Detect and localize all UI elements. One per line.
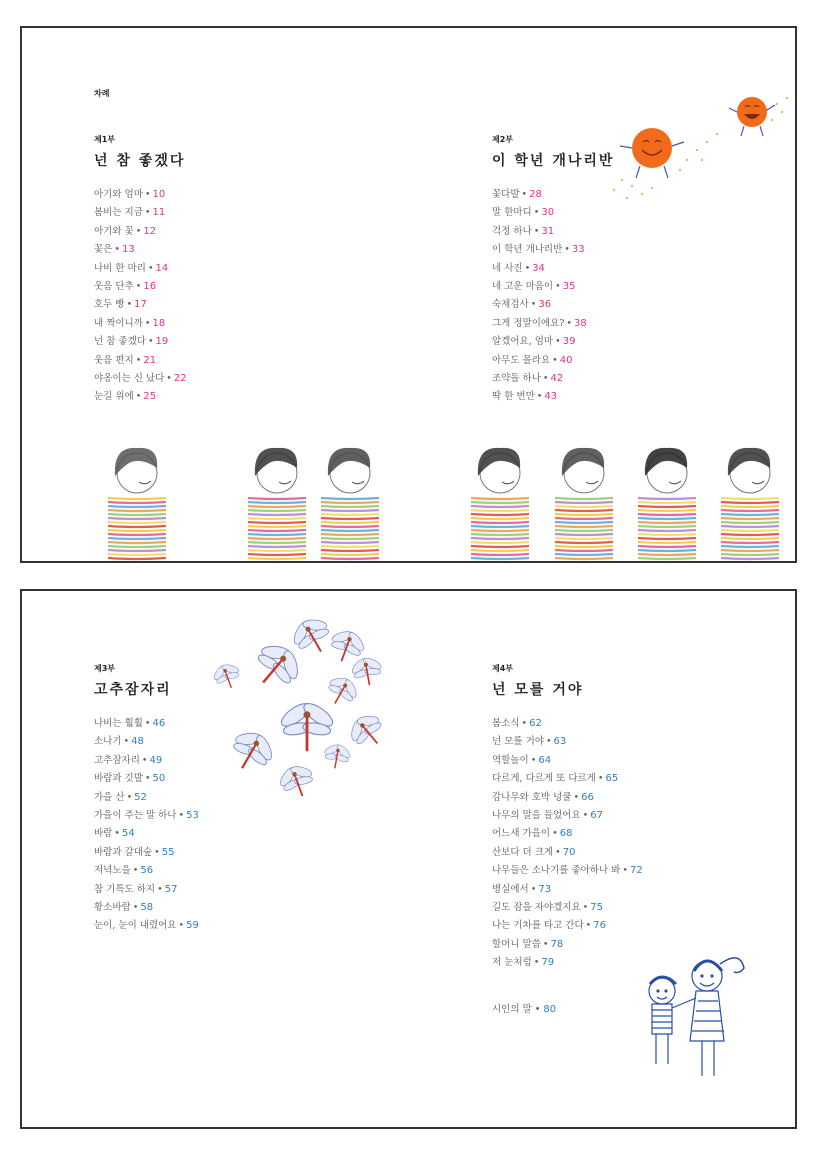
children-illustration xyxy=(22,428,795,563)
separator-dot: • xyxy=(144,718,151,729)
toc-entry xyxy=(94,917,199,935)
dragonfly-icon xyxy=(285,609,339,662)
toc-entry-title: 병실에서 xyxy=(492,883,529,895)
part3-section xyxy=(94,663,199,936)
toc-entry xyxy=(94,186,187,204)
toc-entry-title: 산보다 더 크게 xyxy=(492,846,554,858)
part2-toc-list xyxy=(492,186,614,407)
toc-entry-page: 58 xyxy=(140,901,154,913)
toc-entry-page: 46 xyxy=(152,718,166,729)
toc-entry-title: 나무의 말을 들었어요 xyxy=(492,809,581,821)
part4-toc-list xyxy=(492,715,643,972)
child-figure xyxy=(721,448,779,563)
toc-entry-title: 바람과 갈대숲 xyxy=(94,846,153,858)
toc-entry-title: 넌 참 좋겠다 xyxy=(94,336,146,348)
toc-entry-title: 걱정 하나 xyxy=(492,225,532,237)
toc-entry xyxy=(492,388,614,406)
toc-entry-page: 57 xyxy=(164,883,178,895)
toc-entry-title: 네 고운 마음이 xyxy=(492,280,554,292)
toc-entry-title: 다르게, 다르게 또 다르게 xyxy=(492,773,596,785)
separator-dot: • xyxy=(135,280,142,292)
toc-entry-page: 30 xyxy=(541,207,555,219)
toc-entry-page: 70 xyxy=(562,846,576,858)
separator-dot: • xyxy=(126,299,133,311)
toc-entry-title: 꽃다발 xyxy=(492,189,520,200)
toc-entry-page: 31 xyxy=(541,225,555,237)
toc-entry-page: 78 xyxy=(550,938,564,950)
toc-entry-title: 아기와 꽃 xyxy=(94,225,134,237)
toc-entry-title: 넌 모를 거야 xyxy=(492,736,544,748)
toc-entry xyxy=(492,260,614,278)
toc-entry-page: 38 xyxy=(573,317,587,329)
child-figure xyxy=(638,448,696,563)
child-figure xyxy=(108,448,166,563)
toc-entry-page: 10 xyxy=(152,189,166,200)
toc-entry xyxy=(492,825,643,843)
separator-dot: • xyxy=(123,736,130,748)
toc-entry-page: 34 xyxy=(532,262,545,274)
separator-dot: • xyxy=(566,317,572,329)
separator-dot: • xyxy=(132,901,139,913)
toc-entry-title: 나비는 훨훨 xyxy=(94,718,143,729)
separator-dot: • xyxy=(524,262,531,274)
separator-dot: • xyxy=(178,920,185,932)
toc-entry xyxy=(94,715,199,733)
toc-entry-page: 14 xyxy=(155,262,169,274)
toc-entry-page: 62 xyxy=(529,718,542,729)
child-figure xyxy=(321,448,379,563)
small-sun xyxy=(729,97,775,136)
toc-entry-title: 그게 정말이에요? xyxy=(492,317,565,329)
afterword-entry xyxy=(492,1001,556,1015)
toc-entry-title: 감나무와 호박 넝쿨 xyxy=(492,791,572,803)
toc-entry-page: 42 xyxy=(550,372,564,384)
separator-dot: • xyxy=(144,189,151,200)
toc-entry xyxy=(492,899,643,917)
toc-entry-title: 나비 한 마리 xyxy=(94,262,146,274)
toc-entry xyxy=(94,807,199,825)
part1-toc-list xyxy=(94,186,187,407)
two-children-sketch xyxy=(632,946,752,1086)
separator-dot: • xyxy=(536,391,543,403)
toc-entry-page: 43 xyxy=(544,391,558,403)
dragonfly-icon xyxy=(209,659,245,693)
toc-entry-page: 49 xyxy=(149,754,163,766)
afterword-page: 80 xyxy=(543,1004,557,1015)
toc-entry xyxy=(94,278,187,296)
toc-entry xyxy=(94,862,199,880)
toc-entry-page: 28 xyxy=(529,189,542,200)
separator-dot: • xyxy=(573,791,580,803)
separator-dot: • xyxy=(178,809,185,821)
toc-entry-page: 33 xyxy=(571,244,585,256)
toc-entry-page: 59 xyxy=(186,920,199,932)
dragonflies-illustration xyxy=(197,606,397,796)
dragonfly-icon xyxy=(348,653,386,688)
separator-dot: • xyxy=(154,846,160,858)
toc-entry xyxy=(492,752,643,770)
part1-label: 제1부 xyxy=(94,135,116,144)
toc-entry-page: 19 xyxy=(155,336,169,348)
toc-entry xyxy=(492,315,614,333)
toc-entry xyxy=(492,333,614,351)
afterword-title: 시인의 말 xyxy=(492,1004,532,1015)
toc-entry xyxy=(492,789,643,807)
toc-entry-title: 가을 산 xyxy=(94,791,125,803)
part2-label: 제2부 xyxy=(492,135,514,144)
separator-dot: • xyxy=(533,207,540,219)
separator-dot: • xyxy=(552,828,558,840)
separator-dot: • xyxy=(135,354,142,366)
toc-entry-title: 봄비는 지금 xyxy=(94,207,143,219)
suns-illustration xyxy=(592,90,797,210)
toc-entry xyxy=(94,789,199,807)
toc-entry-page: 68 xyxy=(559,828,573,840)
toc-entry-page: 52 xyxy=(134,791,147,803)
part4-title: 넌 모를 거야 xyxy=(492,682,584,698)
toc-entry-page: 65 xyxy=(605,773,619,785)
separator-dot: • xyxy=(521,718,528,729)
toc-entry-page: 63 xyxy=(553,736,567,748)
toc-entry xyxy=(492,241,614,259)
toc-entry-title: 아무도 몰라요 xyxy=(492,354,551,366)
separator-dot: • xyxy=(132,865,139,877)
toc-entry-title: 이 학년 개나리반 xyxy=(492,244,563,256)
part2-title: 이 학년 개나리반 xyxy=(492,153,615,169)
toc-entry-title: 딱 한 번만 xyxy=(492,391,535,403)
toc-entry xyxy=(94,260,187,278)
toc-entry-page: 67 xyxy=(590,809,603,821)
toc-entry-title: 저 눈처럼 xyxy=(492,957,532,969)
toc-entry xyxy=(492,296,614,314)
toc-entry-title: 할머니 말씀 xyxy=(492,938,541,950)
toc-spread-2 xyxy=(20,589,797,1129)
toc-entry-page: 39 xyxy=(562,336,576,348)
separator-dot: • xyxy=(144,317,151,329)
toc-entry-title: 호두 빵 xyxy=(94,299,125,311)
toc-entry xyxy=(94,752,199,770)
toc-entry-page: 25 xyxy=(143,391,157,403)
toc-entry-title: 저녁노을 xyxy=(94,865,131,877)
toc-entry-page: 55 xyxy=(161,846,175,858)
separator-dot: • xyxy=(166,372,172,384)
separator-dot: • xyxy=(114,244,120,256)
toc-entry-page: 22 xyxy=(173,372,187,384)
toc-entry-page: 79 xyxy=(541,957,555,969)
toc-entry xyxy=(94,352,187,370)
separator-dot: • xyxy=(157,883,163,895)
separator-dot: • xyxy=(585,920,592,932)
toc-entry-page: 50 xyxy=(152,773,166,785)
toc-entry-title: 내 짝이니까 xyxy=(94,317,143,329)
toc-entry-title: 눈이, 눈이 내렸어요 xyxy=(94,920,177,932)
separator-dot: • xyxy=(530,883,537,895)
toc-entry xyxy=(492,733,643,751)
separator-dot: • xyxy=(144,773,151,785)
toc-entry-page: 54 xyxy=(121,828,135,840)
toc-entry xyxy=(492,715,643,733)
dragonfly-icon xyxy=(274,759,320,796)
toc-entry-title: 아기와 엄마 xyxy=(94,189,143,200)
toc-entry-page: 36 xyxy=(538,299,552,311)
separator-dot: • xyxy=(147,336,154,348)
toc-entry-title: 황소바람 xyxy=(94,901,131,913)
toc-entry xyxy=(94,388,187,406)
toc-entry-page: 35 xyxy=(562,280,576,292)
toc-entry-title: 역할놀이 xyxy=(492,754,529,766)
toc-entry-title: 조약돌 하나 xyxy=(492,372,541,384)
toc-entry xyxy=(492,352,614,370)
separator-dot: • xyxy=(530,299,537,311)
toc-entry-page: 72 xyxy=(629,865,643,877)
part3-label: 제3부 xyxy=(94,664,116,673)
toc-entry-page: 75 xyxy=(590,901,603,913)
dragonfly-icon xyxy=(342,706,392,755)
toc-entry xyxy=(492,770,643,788)
separator-dot: • xyxy=(147,262,154,274)
separator-dot: • xyxy=(597,773,604,785)
toc-entry-page: 40 xyxy=(559,354,573,366)
toc-entry-page: 53 xyxy=(186,809,199,821)
toc-entry-page: 21 xyxy=(143,354,157,366)
toc-entry-title: 웃음 편지 xyxy=(94,354,134,366)
child-figure xyxy=(471,448,529,563)
separator-dot: • xyxy=(564,244,570,256)
toc-entry-page: 56 xyxy=(140,865,154,877)
toc-entry-page: 73 xyxy=(538,883,552,895)
toc-entry-title: 바람과 깃발 xyxy=(94,773,143,785)
toc-entry xyxy=(492,807,643,825)
toc-entry-page: 13 xyxy=(121,244,135,256)
toc-entry-title: 나는 기차를 타고 간다 xyxy=(492,920,584,932)
toc-entry-page: 16 xyxy=(143,280,157,292)
toc-entry-title: 나무들은 소나기를 좋아하나 봐 xyxy=(492,865,621,877)
toc-entry-title: 소나기 xyxy=(94,736,122,748)
part4-section xyxy=(492,663,643,972)
child-figure xyxy=(555,448,613,563)
toc-entry-title: 말 한마디 xyxy=(492,207,532,219)
toc-entry xyxy=(94,370,187,388)
toc-entry-title: 웃음 단추 xyxy=(94,280,134,292)
toc-entry-page: 17 xyxy=(134,299,147,311)
toc-entry-title: 바람 xyxy=(94,828,113,840)
part3-title: 고추잠자리 xyxy=(94,682,172,698)
part1-section xyxy=(94,134,187,407)
separator-dot: • xyxy=(126,791,133,803)
toc-entry xyxy=(94,296,187,314)
child-figure xyxy=(248,448,306,563)
separator-dot: • xyxy=(114,828,120,840)
separator-dot: • xyxy=(533,225,540,237)
separator-dot: • xyxy=(555,336,561,348)
toc-entry xyxy=(492,936,643,954)
toc-entry-page: 64 xyxy=(538,754,552,766)
toc-entry-title: 길도 잠을 자야겠지요 xyxy=(492,901,581,913)
toc-entry-title: 참 기특도 하지 xyxy=(94,883,156,895)
toc-entry-page: 18 xyxy=(152,317,166,329)
toc-entry-title: 숙제검사 xyxy=(492,299,529,311)
toc-heading: 차례 xyxy=(94,89,110,98)
toc-entry xyxy=(492,844,643,862)
separator-dot: • xyxy=(144,207,151,219)
toc-entry-page: 11 xyxy=(152,207,166,219)
toc-entry xyxy=(492,917,643,935)
toc-entry xyxy=(492,223,614,241)
separator-dot: • xyxy=(542,938,549,950)
toc-entry xyxy=(94,204,187,222)
toc-entry xyxy=(94,333,187,351)
toc-entry-page: 66 xyxy=(581,791,594,803)
separator-dot: • xyxy=(582,901,589,913)
separator-dot: • xyxy=(555,280,561,292)
toc-entry-page: 48 xyxy=(131,736,144,748)
separator-dot: • xyxy=(521,189,528,200)
separator-dot: • xyxy=(135,391,142,403)
dragonfly-icon xyxy=(321,740,354,771)
separator-dot: • xyxy=(141,754,148,766)
separator-dot: • xyxy=(545,736,552,748)
separator-dot: • xyxy=(533,957,540,969)
dragonfly-icon xyxy=(278,699,336,751)
part1-title: 넌 참 좋겠다 xyxy=(94,153,186,169)
toc-entry xyxy=(94,315,187,333)
separator-dot: • xyxy=(622,865,628,877)
toc-entry-title: 고추잠자리 xyxy=(94,754,140,766)
toc-entry-page: 12 xyxy=(143,225,157,237)
toc-entry xyxy=(94,881,199,899)
toc-entry xyxy=(492,278,614,296)
part4-label: 제4부 xyxy=(492,664,514,673)
toc-entry xyxy=(492,954,643,972)
toc-entry xyxy=(94,770,199,788)
part3-toc-list xyxy=(94,715,199,936)
toc-entry-title: 어느새 가을이 xyxy=(492,828,551,840)
toc-entry xyxy=(492,370,614,388)
toc-entry xyxy=(94,899,199,917)
toc-entry xyxy=(492,881,643,899)
separator-dot: • xyxy=(582,809,589,821)
toc-entry-title: 봄소식 xyxy=(492,718,520,729)
toc-spread-1 xyxy=(20,26,797,563)
separator-dot: • xyxy=(530,754,537,766)
dragonfly-icon xyxy=(222,722,282,780)
separator-dot: • xyxy=(552,354,558,366)
toc-entry-title: 야옹이는 신 났다 xyxy=(94,372,165,384)
toc-entry-title: 알겠어요, 엄마 xyxy=(492,336,554,348)
separator-dot: • xyxy=(135,225,142,237)
toc-entry xyxy=(94,844,199,862)
toc-entry-page: 76 xyxy=(593,920,606,932)
toc-entry xyxy=(492,862,643,880)
toc-entry-title: 네 사진 xyxy=(492,262,523,274)
toc-entry-title: 꽃은 xyxy=(94,244,113,256)
separator-dot: • xyxy=(542,372,549,384)
separator-dot: • xyxy=(534,1004,541,1015)
toc-entry xyxy=(94,223,187,241)
toc-entry xyxy=(94,733,199,751)
toc-entry xyxy=(94,825,199,843)
toc-entry-title: 눈길 위에 xyxy=(94,391,134,403)
big-sun xyxy=(620,128,684,178)
toc-entry-title: 가을이 주는 말 하나 xyxy=(94,809,177,821)
separator-dot: • xyxy=(555,846,561,858)
toc-entry xyxy=(94,241,187,259)
